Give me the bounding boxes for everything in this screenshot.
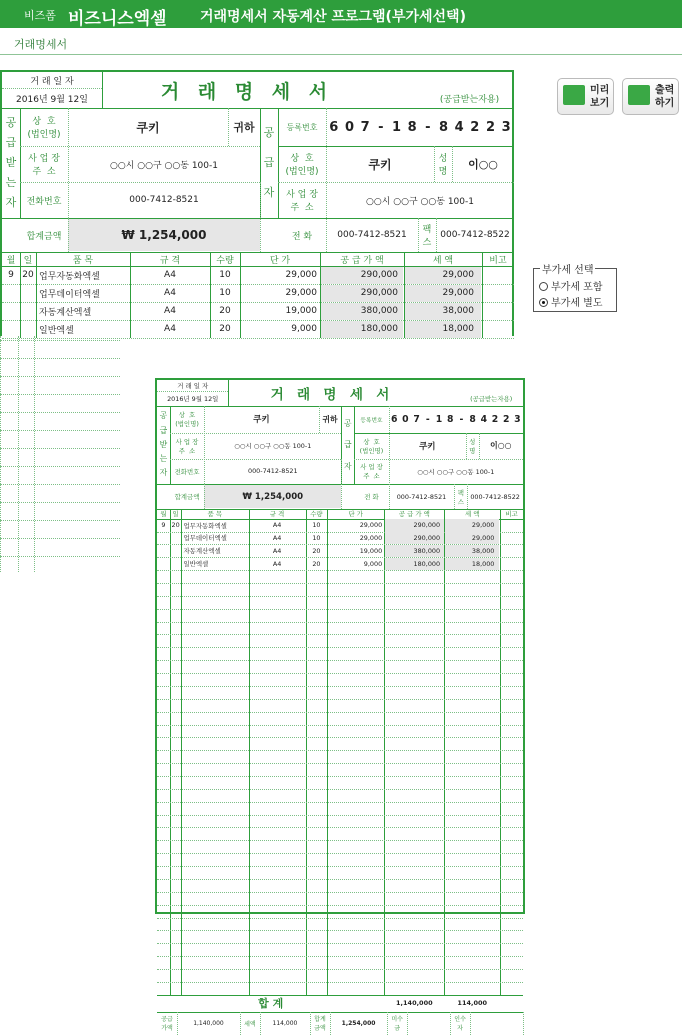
s-addr-label: 사 업 장 주 소 xyxy=(360,463,383,481)
footer-receiver xyxy=(470,1012,523,1035)
grid-line xyxy=(157,725,523,726)
line xyxy=(2,88,102,89)
row-item: 업무데이터엑셀 xyxy=(183,534,227,543)
footer-unpaid xyxy=(407,1012,450,1035)
row-item: 업무자동화엑셀 xyxy=(39,271,100,282)
s-name-label: 성 명 xyxy=(469,437,476,455)
grid-line xyxy=(157,802,523,803)
row-month xyxy=(157,544,170,557)
preview-button[interactable] xyxy=(557,78,614,115)
printer-icon xyxy=(628,85,650,105)
footer-unpaid-label: 미수 금 xyxy=(391,1016,403,1033)
total-amount: ₩ 1,254,000 xyxy=(242,491,304,502)
row-spec: A4 xyxy=(164,324,176,334)
date-value: 2016년 9월 12일 xyxy=(167,395,219,404)
reg-digit: - xyxy=(378,119,384,135)
invoice-sheet xyxy=(0,70,514,336)
s-address: ○○시 ○○구 ○○동 100-1 xyxy=(366,196,474,207)
addr-label: 사 업 장 주 소 xyxy=(175,437,199,455)
col-header: 세 액 xyxy=(465,510,480,519)
app-header xyxy=(0,0,682,28)
col-header: 수량 xyxy=(216,255,234,266)
col-header: 공 급 가 액 xyxy=(340,255,384,266)
reg-digit: - xyxy=(459,413,464,425)
row-qty: 20 xyxy=(219,306,231,316)
row-month xyxy=(2,284,20,302)
grid-line xyxy=(157,776,523,777)
line xyxy=(384,509,385,995)
row-qty: 10 xyxy=(219,270,231,280)
honorific: 귀하 xyxy=(233,121,255,134)
row-month: 9 xyxy=(161,521,166,530)
app-title: 거래명세서 자동계산 프로그램(부가세선택) xyxy=(200,9,466,25)
reg-digit: 8 xyxy=(407,119,417,135)
reg-digit: 3 xyxy=(501,119,511,135)
s-phone-label: 전 화 xyxy=(364,493,379,501)
row-item: 자동계산엑셀 xyxy=(183,547,221,556)
row-supply: 290,000 xyxy=(360,270,398,280)
grid-line xyxy=(0,336,1,572)
total-label: 합계금액 xyxy=(174,493,200,501)
line xyxy=(444,509,445,995)
honorific: 귀하 xyxy=(322,414,338,424)
fax: 000-7412-8522 xyxy=(470,492,520,501)
grid-line xyxy=(157,737,523,738)
grid-line xyxy=(157,673,523,674)
s-company-label: 상 호 (법인명) xyxy=(285,154,319,177)
line xyxy=(157,570,523,571)
fax: 000-7412-8522 xyxy=(440,230,510,240)
grid-line xyxy=(157,622,523,623)
vat-caption: 부가세 선택 xyxy=(540,261,595,276)
supplier-side: 공 급 자 xyxy=(263,126,275,199)
row-supply: 290,000 xyxy=(360,288,398,298)
row-price: 29,000 xyxy=(285,270,317,280)
preview-label-1: 미리 xyxy=(590,85,610,96)
reg-digit: 2 xyxy=(491,413,499,425)
grid-line xyxy=(157,634,523,635)
grid-line xyxy=(157,763,523,764)
footer-receiver-label: 인수 자 xyxy=(454,1016,466,1033)
grid-line xyxy=(157,969,523,970)
col-header: 비고 xyxy=(489,255,507,266)
reg-digit: 6 xyxy=(329,119,339,135)
fax-label: 팩 스 xyxy=(457,488,464,506)
grid-line xyxy=(157,699,523,700)
col-header: 규 격 xyxy=(269,510,285,519)
line xyxy=(306,509,307,995)
print-label-2: 하기 xyxy=(655,98,675,109)
line xyxy=(482,252,483,338)
row-month xyxy=(2,302,20,320)
row-price: 19,000 xyxy=(285,306,317,316)
row-month xyxy=(157,532,170,545)
row-spec: A4 xyxy=(272,559,282,568)
row-price: 29,000 xyxy=(359,521,383,530)
monitor-icon xyxy=(563,85,585,105)
radio-separate[interactable] xyxy=(539,298,548,307)
grid-line xyxy=(157,918,523,919)
total-label: 합계금액 xyxy=(26,231,62,242)
row-price: 9,000 xyxy=(291,324,317,334)
col-header: 단 가 xyxy=(269,255,291,266)
grid-line xyxy=(157,853,523,854)
footer-total: 1,254,000 xyxy=(341,1019,376,1027)
row-tax: 38,000 xyxy=(442,306,474,316)
row-supply: 380,000 xyxy=(413,546,441,555)
print-preview xyxy=(155,378,525,1033)
phone: 000-7412-8521 xyxy=(248,467,298,476)
row-supply: 290,000 xyxy=(413,521,441,530)
brand-small: 비즈폼 xyxy=(24,9,56,22)
reg-digit: 8 xyxy=(469,413,476,425)
col-header: 규 격 xyxy=(159,255,181,266)
line xyxy=(204,484,205,508)
reg-digit: 8 xyxy=(438,119,448,135)
row-day xyxy=(20,302,36,320)
reg-digit: 1 xyxy=(391,119,401,135)
line xyxy=(68,218,69,252)
s-name: 이○○ xyxy=(468,158,498,171)
s-name-label: 성 명 xyxy=(438,154,448,177)
row-qty: 20 xyxy=(312,546,321,555)
row-day: 20 xyxy=(22,270,34,280)
grid-line xyxy=(34,336,35,572)
col-header: 공 급 가 액 xyxy=(398,510,430,519)
date-value: 2016년 9월 12일 xyxy=(16,94,88,105)
row-month: 9 xyxy=(8,270,14,280)
row-spec: A4 xyxy=(272,521,282,530)
grid-line xyxy=(157,840,523,841)
row-price: 29,000 xyxy=(359,533,383,542)
footer-tax-label: 세액 xyxy=(244,1020,256,1028)
company-label: 상 호 (법인명) xyxy=(27,117,61,140)
grid-line xyxy=(157,596,523,597)
row-item: 일반엑셀 xyxy=(183,560,209,569)
addr-label: 사 업 장 주 소 xyxy=(28,154,60,177)
s-phone: 000-7412-8521 xyxy=(396,492,447,501)
row-item: 업무데이터엑셀 xyxy=(39,289,100,300)
grid-line xyxy=(157,892,523,893)
sum-tax: 114,000 xyxy=(457,999,488,1008)
print-label-1: 출력 xyxy=(655,85,675,96)
grid-line xyxy=(157,982,523,983)
doc-title: 거 래 명 세 서 xyxy=(270,386,394,403)
vat-selector xyxy=(533,265,617,312)
line xyxy=(260,182,261,252)
row-tax: 18,000 xyxy=(442,324,474,334)
row-item: 자동계산엑셀 xyxy=(39,307,92,318)
sum-supply: 1,140,000 xyxy=(396,999,433,1008)
s-phone-label: 전 화 xyxy=(291,231,313,242)
row-day xyxy=(170,544,181,557)
row-qty: 20 xyxy=(312,559,321,568)
footer-tax: 114,000 xyxy=(272,1019,298,1027)
row-qty: 10 xyxy=(312,533,321,542)
grid-line xyxy=(157,712,523,713)
line xyxy=(341,459,342,509)
copy-label: (공급받는자용) xyxy=(439,94,500,105)
row-supply: 180,000 xyxy=(360,324,398,334)
col-header: 월 xyxy=(6,255,16,266)
col-header: 단 가 xyxy=(348,510,363,519)
s-company: 쿠키 xyxy=(418,441,436,452)
supplier-side: 공 급 자 xyxy=(344,418,352,471)
copy-label: (공급받는자용) xyxy=(470,395,513,404)
grid-line xyxy=(157,583,523,584)
grid-line xyxy=(157,815,523,816)
phone: 000-7412-8521 xyxy=(129,195,199,205)
row-item: 업무자동화엑셀 xyxy=(183,521,227,530)
phone-label: 전화번호 xyxy=(174,467,200,476)
vat-opt1-label: 부가세 포함 xyxy=(551,282,603,293)
grid-line xyxy=(18,336,19,572)
s-name: 이○○ xyxy=(490,441,512,451)
row-price: 9,000 xyxy=(363,559,383,568)
print-button[interactable] xyxy=(622,78,679,115)
grid-line xyxy=(157,943,523,944)
company-name: 쿠키 xyxy=(136,120,160,135)
row-supply: 380,000 xyxy=(360,306,398,316)
col-header: 일 xyxy=(23,255,33,266)
footer-total-label: 합계 금액 xyxy=(314,1016,326,1033)
line xyxy=(2,338,514,339)
row-spec: A4 xyxy=(164,288,176,298)
row-price: 29,000 xyxy=(285,288,317,298)
grid-line xyxy=(157,905,523,906)
line xyxy=(181,509,182,995)
row-day xyxy=(170,557,181,570)
reg-digit: 2 xyxy=(485,119,495,135)
grid-line xyxy=(157,789,523,790)
reg-digit: - xyxy=(425,413,430,425)
reg-digit: 2 xyxy=(470,119,480,135)
company-name: 쿠키 xyxy=(253,415,270,426)
line xyxy=(170,509,171,995)
reg-digit: 0 xyxy=(402,413,409,425)
reg-digit: 6 xyxy=(390,413,398,425)
reg-digit: 4 xyxy=(454,119,464,135)
col-header: 수량 xyxy=(310,510,323,519)
col-header: 품 목 xyxy=(72,255,94,266)
row-supply: 290,000 xyxy=(413,533,441,542)
grid-line xyxy=(157,827,523,828)
s-address: ○○시 ○○구 ○○동 100-1 xyxy=(417,467,495,476)
address: ○○시 ○○구 ○○동 100-1 xyxy=(110,160,218,171)
grid-line xyxy=(157,647,523,648)
row-spec: A4 xyxy=(272,546,282,555)
reg-digit: 1 xyxy=(435,413,443,425)
reg-digit: 2 xyxy=(502,413,510,425)
address: ○○시 ○○구 ○○동 100-1 xyxy=(234,442,312,451)
row-tax: 18,000 xyxy=(471,559,495,568)
row-spec: A4 xyxy=(164,306,176,316)
grid-line xyxy=(157,866,523,867)
row-qty: 20 xyxy=(219,324,231,334)
s-company-label: 상 호 (법인명) xyxy=(359,437,384,455)
reg-digit: - xyxy=(425,119,431,135)
line xyxy=(327,509,328,995)
row-supply: 180,000 xyxy=(413,559,441,568)
row-month xyxy=(157,557,170,570)
grid-line xyxy=(157,660,523,661)
row-day xyxy=(20,284,36,302)
reg-digit: 8 xyxy=(446,413,454,425)
grid-line xyxy=(157,930,523,931)
col-header: 월 xyxy=(160,510,167,519)
grid-line xyxy=(157,609,523,610)
footer-supply: 1,140,000 xyxy=(193,1019,224,1027)
brand-logo: 비즈니스엑셀 xyxy=(68,9,167,29)
row-qty: 10 xyxy=(312,521,321,530)
phone-label: 전화번호 xyxy=(26,196,62,207)
reg-digit: 7 xyxy=(360,119,370,135)
fax-label: 팩 스 xyxy=(422,225,432,248)
date-label: 거 래 일 자 xyxy=(30,76,74,87)
sheet-subtitle: 거래명세서 xyxy=(14,38,68,51)
row-item: 일반엑셀 xyxy=(39,325,74,336)
vat-option-include[interactable] xyxy=(539,278,602,293)
row-tax: 29,000 xyxy=(471,521,495,530)
receiver-side: 공 급 받 는 자 xyxy=(159,411,168,478)
reg-digit: 7 xyxy=(413,413,420,425)
s-addr-label: 사 업 장 주 소 xyxy=(286,190,318,213)
line xyxy=(500,509,501,995)
row-tax: 29,000 xyxy=(442,288,474,298)
row-day xyxy=(170,532,181,545)
col-header: 일 xyxy=(172,510,179,519)
divider xyxy=(0,54,682,55)
date-label: 거 래 일 자 xyxy=(177,382,209,391)
sum-label: 합 계 xyxy=(258,997,284,1011)
row-tax: 29,000 xyxy=(471,533,495,542)
col-header: 품 목 xyxy=(207,510,223,519)
row-spec: A4 xyxy=(164,270,176,280)
line xyxy=(523,1012,524,1035)
row-tax: 29,000 xyxy=(442,270,474,280)
s-company: 쿠키 xyxy=(368,157,392,172)
radio-include[interactable] xyxy=(539,282,548,291)
vat-opt2-label: 부가세 별도 xyxy=(551,298,603,309)
preview-label-2: 보기 xyxy=(590,98,610,109)
row-qty: 10 xyxy=(219,288,231,298)
grid-line xyxy=(157,956,523,957)
col-header: 비고 xyxy=(505,510,518,519)
reg-label: 등록번호 xyxy=(286,122,318,132)
line xyxy=(157,391,228,392)
footer-supply-label: 공급 가액 xyxy=(161,1016,173,1033)
grid-line xyxy=(157,879,523,880)
reg-digit: 0 xyxy=(344,119,354,135)
row-day: 20 xyxy=(171,521,180,530)
row-price: 19,000 xyxy=(359,546,383,555)
total-amount: ₩ 1,254,000 xyxy=(121,228,207,242)
receiver-side: 공 급 받 는 자 xyxy=(5,116,17,209)
vat-option-separate[interactable] xyxy=(539,294,602,309)
reg-digit: 4 xyxy=(480,413,488,425)
grid-line xyxy=(157,686,523,687)
s-phone: 000-7412-8521 xyxy=(337,230,407,240)
col-header: 세 액 xyxy=(432,255,454,266)
doc-title: 거 래 명 세 서 xyxy=(160,80,334,103)
grid-line xyxy=(157,750,523,751)
row-tax: 38,000 xyxy=(471,546,495,555)
reg-label: 등록번호 xyxy=(360,417,383,424)
line xyxy=(249,509,250,995)
company-label: 상 호 (법인명) xyxy=(175,411,199,429)
row-spec: A4 xyxy=(272,533,282,542)
reg-digit: 3 xyxy=(514,413,521,425)
